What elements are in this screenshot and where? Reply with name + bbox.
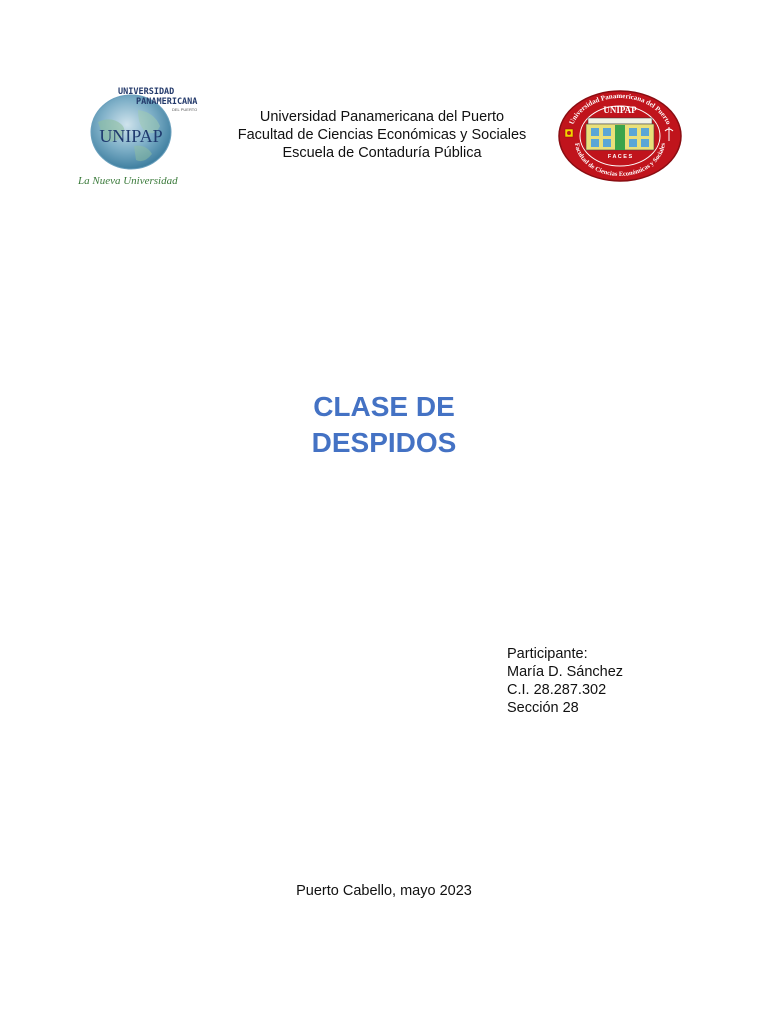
- university-name: Universidad Panamericana del Puerto: [259, 109, 505, 125]
- institution-header: [222, 108, 542, 162]
- title-line-1: CLASE DE: [313, 391, 455, 422]
- faculty-name: Facultad de Ciencias Económicas y Sociales: [237, 127, 527, 143]
- seal-ring-bottom-text: Facultad de Ciencias Económicas y Sociales: [573, 142, 667, 179]
- title-line-2: DESPIDOS: [311, 427, 457, 458]
- logo-left-small-text: DEL PUERTO: [172, 107, 198, 112]
- logo-left-middle-text: PANAMERICANA: [136, 97, 198, 107]
- participant-section: Sección 28: [507, 700, 579, 716]
- place-date: Puerto Cabello, mayo 2023: [296, 883, 472, 899]
- unipap-globe-logo: [76, 86, 216, 190]
- participant-block: [507, 645, 623, 717]
- participant-label: Participante:: [507, 646, 588, 662]
- seal-letters: F A C E S: [607, 154, 633, 160]
- logo-left-center-text: UNIPAP: [99, 126, 163, 146]
- logo-left-tagline: La Nueva Universidad: [78, 175, 178, 187]
- seal-ring-top-text: Universidad Panamericana del Puerto: [567, 91, 673, 126]
- logo-left-top-text: UNIVERSIDAD: [118, 87, 175, 97]
- seal-name: UNIPAP: [603, 105, 637, 115]
- faces-seal-logo: [557, 89, 683, 183]
- participant-name: María D. Sánchez: [507, 664, 624, 680]
- participant-id: C.I. 28.287.302: [507, 682, 607, 698]
- document-title: [234, 389, 534, 461]
- school-name: Escuela de Contaduría Pública: [282, 145, 482, 161]
